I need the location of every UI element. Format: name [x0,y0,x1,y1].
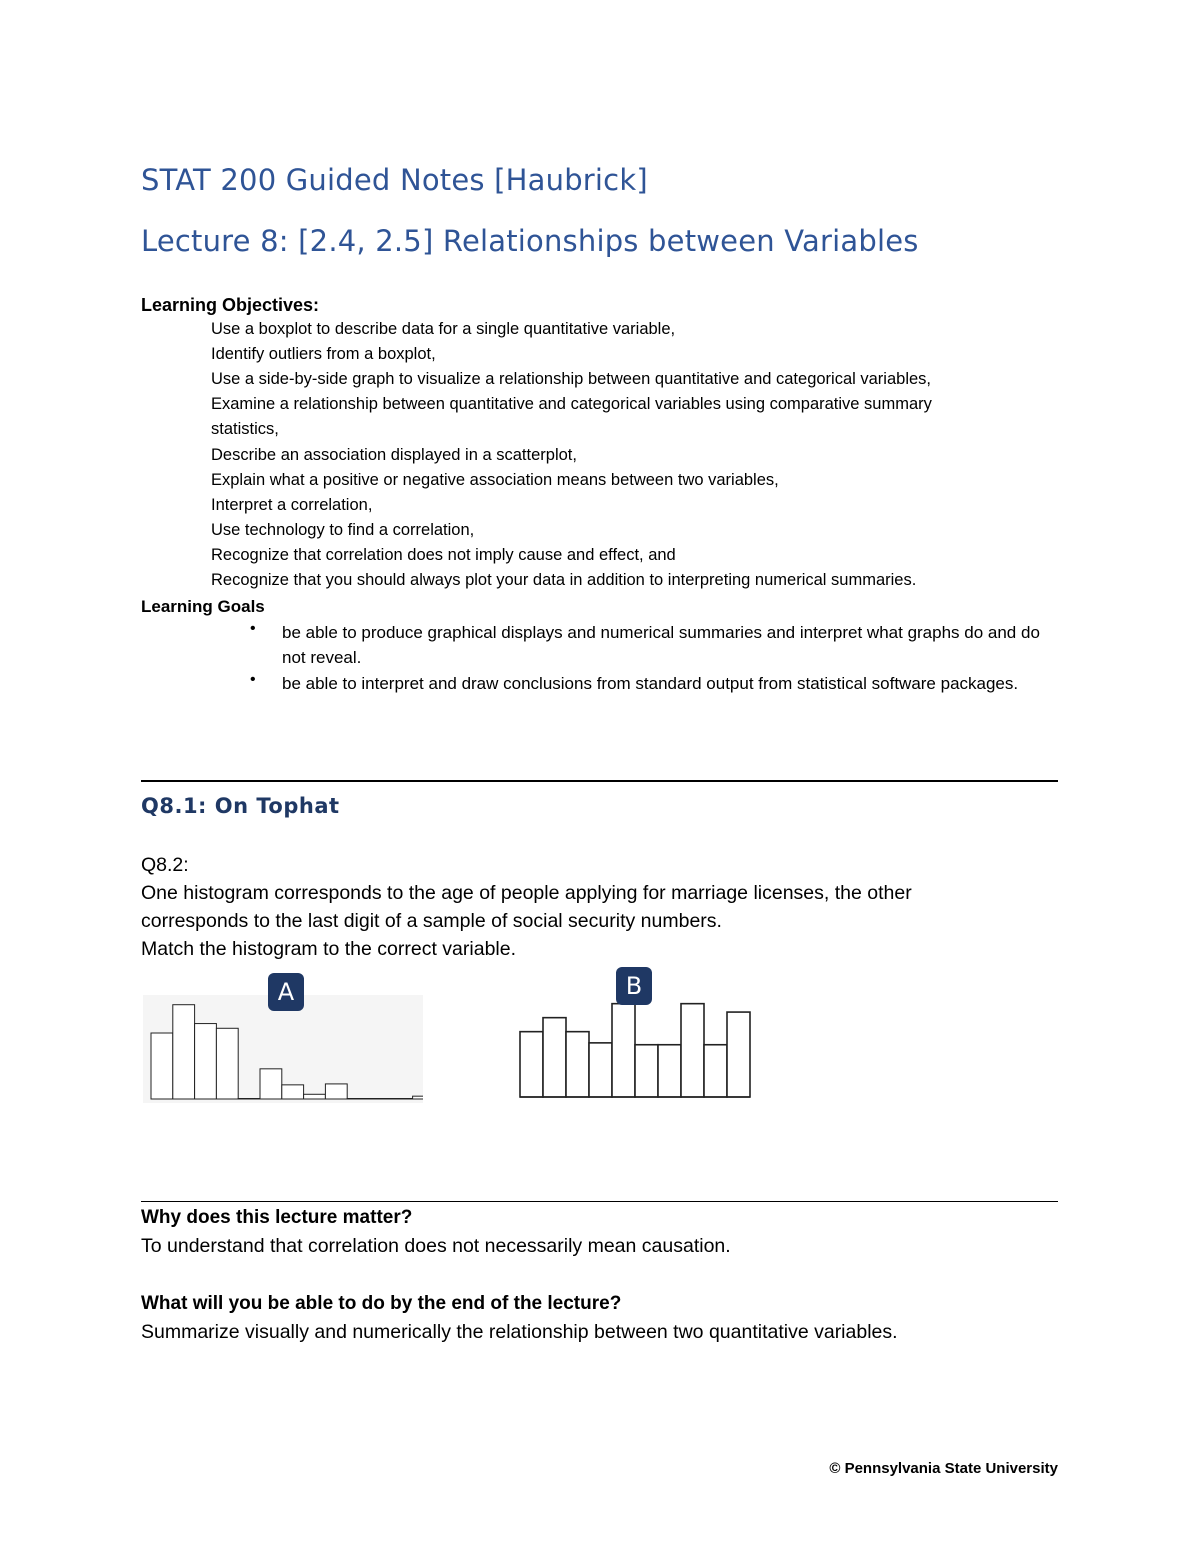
histogram-bar [612,1004,635,1097]
histogram-a-badge: A [268,973,304,1011]
histogram-bar [566,1032,589,1097]
bullet-icon: • [250,671,256,688]
histogram-bar [260,1069,282,1099]
objective-text: Use technology to find a correlation, [211,520,475,539]
histogram-a [143,995,423,1103]
objective-text: Recognize that correlation does not imply cause and effect, and [211,545,676,564]
histogram-bar [216,1028,238,1099]
histogram-bar [543,1018,566,1097]
objectives-heading: Learning Objectives: [141,295,320,315]
what-question: What will you be able to do by the end of the lecture? [141,1293,622,1314]
lecture-title: Lecture 8: [2.4, 2.5] Relationships between Variables [141,224,919,258]
q82-line-2: corresponds to the last digit of a sample of social security numbers. [141,910,722,932]
histogram-bar [195,1024,217,1099]
goal-text: be able to produce graphical displays and numerical summaries and interpret what graphs do and do not reveal. [282,623,1040,667]
bullet-icon: • [250,620,256,637]
why-answer: To understand that correlation does not necessarily mean causation. [141,1235,731,1257]
histogram-bar [151,1033,173,1099]
goals-heading: Learning Goals [141,597,265,616]
objective-text: Use a side-by-side graph to visualize a relationship between quantitative and categorical variables, [211,370,931,389]
section-divider [141,780,1058,782]
histogram-bar [727,1012,750,1097]
histogram-bar [520,1032,543,1097]
histogram-bar [304,1094,326,1099]
what-answer: Summarize visually and numerically the relationship between two quantitative variables. [141,1321,898,1343]
histogram-bar [589,1043,612,1097]
q81-heading: Q8.1: On Tophat [141,794,340,818]
q82-label: Q8.2: [141,854,189,876]
histogram-bar [658,1045,681,1097]
q82-line-3: Match the histogram to the correct variable. [141,938,517,960]
histogram-bar [325,1084,347,1099]
section-divider-2 [141,1201,1058,1202]
objective-text: Describe an association displayed in a scatterplot, [211,445,577,464]
histogram-bar [173,1005,195,1099]
objective-text: Examine a relationship between quantitative and categorical variables using comparative summary [211,395,932,414]
histogram-b-badge: B [616,967,652,1005]
goal-text: be able to interpret and draw conclusions from standard output from statistical software packages. [282,674,1019,693]
histogram-bar [704,1045,727,1097]
q82-line-1: One histogram corresponds to the age of people applying for marriage licenses, the other [141,882,912,904]
histogram-bar [681,1004,704,1097]
objective-text: Use a boxplot to describe data for a single quantitative variable, [211,320,676,338]
document-title: STAT 200 Guided Notes [Haubrick] [141,163,648,197]
objective-text: Identify outliers from a boxplot, [211,345,436,364]
histogram-b [515,995,755,1103]
why-question: Why does this lecture matter? [141,1207,413,1228]
objective-text: Interpret a correlation, [211,495,373,514]
copyright-footer: © Pennsylvania State University [829,1460,1058,1477]
histogram-bar [282,1085,304,1099]
objective-text: Recognize that you should always plot your data in addition to interpreting numerical summaries. [211,571,917,589]
objective-text: Explain what a positive or negative association means between two variables, [211,470,779,489]
histogram-bar [635,1045,658,1097]
